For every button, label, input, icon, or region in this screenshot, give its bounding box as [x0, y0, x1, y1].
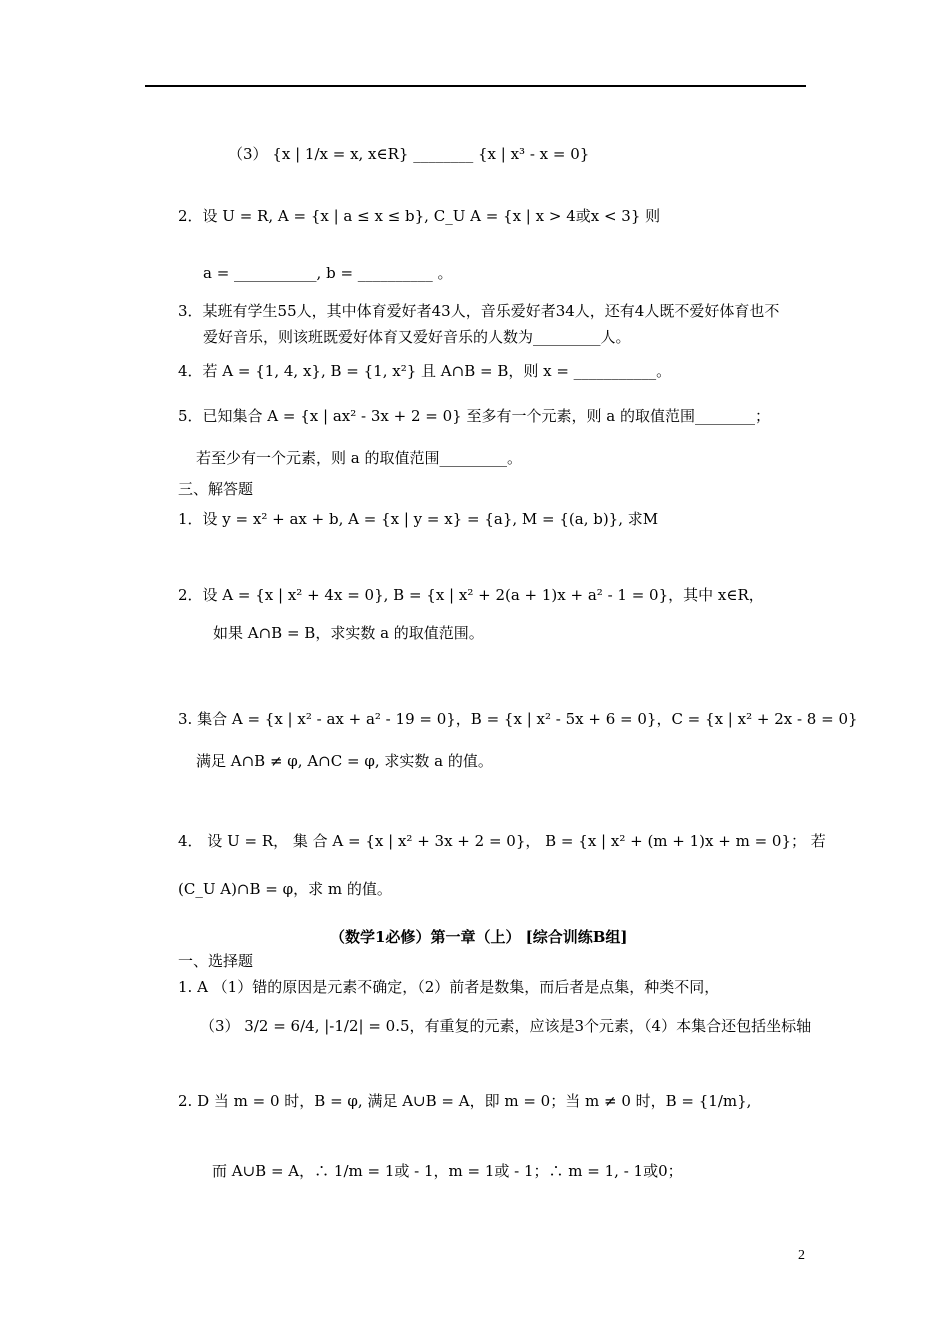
text-line: 3. 集合 A = {x | x² - ax + a² - 19 = 0}，B = {x | x² - 5x + 6 = 0}，C = {x | x² + 2x - 8 = 0}	[178, 710, 858, 728]
text-line: 满足 A∩B ≠ φ, A∩C = φ, 求实数 a 的值。	[196, 752, 493, 770]
text-line: 三、解答题	[178, 480, 254, 498]
text-line: (C_U A)∩B = φ，求 m 的值。	[178, 880, 392, 898]
text-line: 5．已知集合 A = {x | ax² - 3x + 2 = 0} 至多有一个元素，则 a 的取值范围________；	[178, 407, 770, 425]
text-line: 一、选择题	[178, 952, 254, 970]
text-line: 4．若 A = {1, 4, x}, B = {1, x²} 且 A∩B = B，则 x = ___________。	[178, 362, 672, 380]
page-number: 2	[798, 1248, 805, 1263]
text-line: 4． 设 U = R， 集 合 A = {x | x² + 3x + 2 = 0}， B = {x | x² + (m + 1)x + m = 0}； 若	[178, 832, 826, 850]
text-line: 若至少有一个元素，则 a 的取值范围_________。	[196, 449, 522, 467]
text-line: 2．设 A = {x | x² + 4x = 0}, B = {x | x² + 2(a + 1)x + a² - 1 = 0}，其中 x∈R，	[178, 586, 764, 604]
text-line: a = ___________, b = __________ 。	[203, 264, 453, 282]
text-line: 而 A∪B = A，∴ 1/m = 1或 - 1，m = 1或 - 1；∴ m = 1, - 1或0；	[212, 1162, 683, 1180]
text-line: 2．设 U = R, A = {x | a ≤ x ≤ b}, C_U A = {x | x > 4或x < 3} 则	[178, 207, 661, 225]
text-line: （数学1必修）第一章（上） [综合训练B组]	[330, 928, 628, 946]
text-line: 1. A （1）错的原因是元素不确定，（2）前者是数集，而后者是点集，种类不同，	[178, 978, 720, 996]
text-line: 2. D 当 m = 0 时，B = φ, 满足 A∪B = A，即 m = 0；当 m ≠ 0 时，B = {1/m},	[178, 1092, 752, 1110]
text-line: （3） {x | 1/x = x, x∈R} ________ {x | x³ - x = 0}	[228, 145, 590, 163]
text-line: 1．设 y = x² + ax + b, A = {x | y = x} = {a}, M = {(a, b)}, 求M	[178, 510, 659, 528]
text-line: 如果 A∩B = B，求实数 a 的取值范围。	[213, 624, 484, 642]
header-rule	[145, 85, 806, 87]
text-line: （3） 3/2 = 6/4, |-1/2| = 0.5，有重复的元素，应该是3个元素，（4）本集合还包括坐标轴	[200, 1017, 812, 1035]
text-line: 爱好音乐，则该班既爱好体育又爱好音乐的人数为_________人。	[203, 328, 631, 346]
text-line: 3．某班有学生55人，其中体育爱好者43人，音乐爱好者34人，还有4人既不爱好体育也不	[178, 302, 780, 320]
